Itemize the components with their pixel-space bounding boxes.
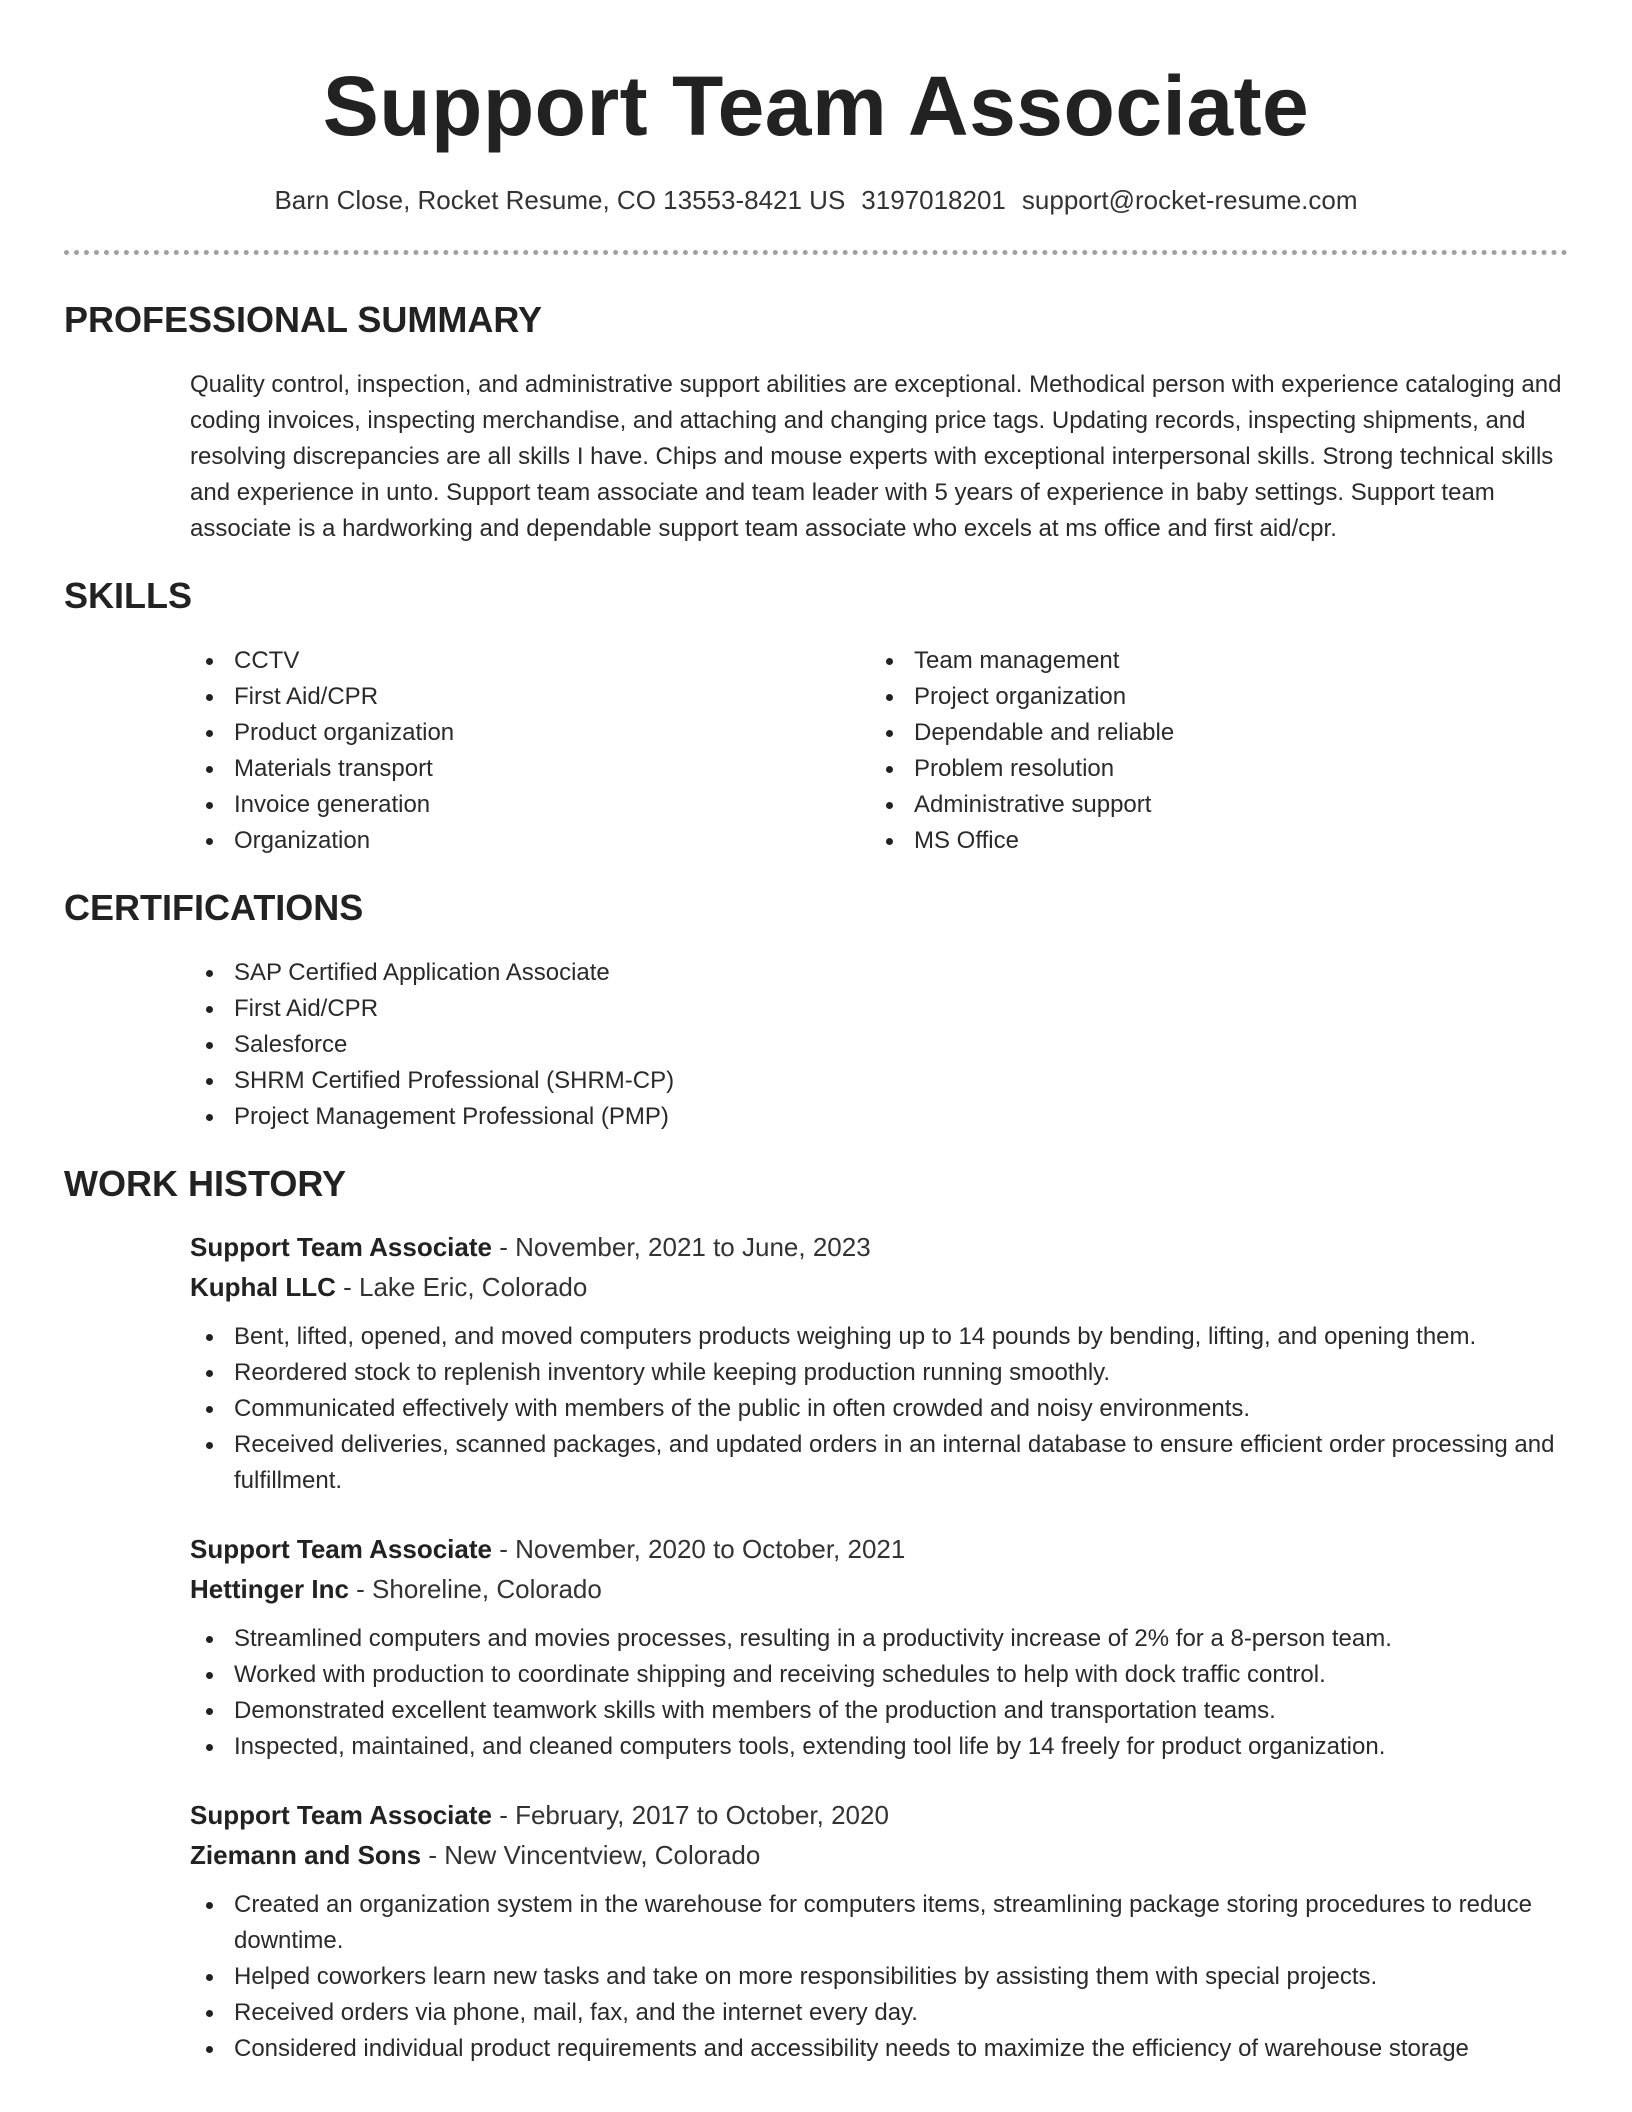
certification-item: Project Management Professional (PMP) xyxy=(190,1099,1568,1135)
job-company: Ziemann and Sons xyxy=(190,1840,422,1870)
skills-list-left xyxy=(190,643,870,859)
resume-name: Support Team Associate xyxy=(322,59,1310,153)
job-bullet: Worked with production to coordinate shipping and receiving schedules to help with dock traffic control. xyxy=(190,1657,1568,1693)
job-dates: - November, 2020 to October, 2021 xyxy=(491,1534,906,1564)
skills-list-right xyxy=(870,643,1550,859)
work-history-heading: WORK HISTORY xyxy=(64,1163,347,1204)
skills-heading: SKILLS xyxy=(64,575,193,616)
skill-item: Materials transport xyxy=(190,751,870,787)
job-bullet: Created an organization system in the warehouse for computers items, streamlining package storing procedures to reduce downtime. xyxy=(190,1887,1568,1959)
job-dates: - November, 2021 to June, 2023 xyxy=(491,1232,871,1262)
certifications-list xyxy=(190,955,1568,1135)
skills-section xyxy=(64,575,1568,859)
job-company-line xyxy=(190,1267,1568,1307)
job-bullet: Communicated effectively with members of the public in often crowded and noisy environments. xyxy=(190,1391,1568,1427)
job-location: - New Vincentview, Colorado xyxy=(421,1840,761,1870)
job-bullets xyxy=(190,1621,1568,1765)
summary-section xyxy=(64,299,1568,547)
certification-item: Salesforce xyxy=(190,1027,1568,1063)
job-entry xyxy=(190,1227,1568,1499)
job-role: Support Team Associate xyxy=(190,1800,492,1830)
job-location: - Lake Eric, Colorado xyxy=(335,1272,588,1302)
job-entry xyxy=(190,1529,1568,1765)
job-company-line xyxy=(190,1835,1568,1875)
skill-item: Product organization xyxy=(190,715,870,751)
job-bullet: Streamlined computers and movies processes, resulting in a productivity increase of 2% for a 8-person team. xyxy=(190,1621,1568,1657)
certification-item: First Aid/CPR xyxy=(190,991,1568,1027)
job-bullet: Inspected, maintained, and cleaned computers tools, extending tool life by 14 freely for product organization. xyxy=(190,1729,1568,1765)
skill-item: First Aid/CPR xyxy=(190,679,870,715)
certifications-section xyxy=(64,887,1568,1135)
job-title-line xyxy=(190,1795,1568,1835)
job-bullet: Helped coworkers learn new tasks and take on more responsibilities by assisting them with special projects. xyxy=(190,1959,1568,1995)
contact-address: Barn Close, Rocket Resume, CO 13553-8421 US xyxy=(274,185,846,215)
contact-phone: 3197018201 xyxy=(861,185,1006,215)
job-bullet: Reordered stock to replenish inventory while keeping production running smoothly. xyxy=(190,1355,1568,1391)
certification-item: SHRM Certified Professional (SHRM-CP) xyxy=(190,1063,1568,1099)
skill-item: MS Office xyxy=(870,823,1550,859)
contact-email[interactable]: support@rocket-resume.com xyxy=(1021,185,1358,215)
skill-item: Problem resolution xyxy=(870,751,1550,787)
skill-item: Team management xyxy=(870,643,1550,679)
job-company-line xyxy=(190,1569,1568,1609)
job-bullet: Considered individual product requirements and accessibility needs to maximize the efficiency of warehouse storage xyxy=(190,2031,1568,2067)
skill-item: Project organization xyxy=(870,679,1550,715)
job-title-line xyxy=(190,1227,1568,1267)
skill-item: Administrative support xyxy=(870,787,1550,823)
certifications-heading: CERTIFICATIONS xyxy=(64,887,364,928)
job-bullet: Bent, lifted, opened, and moved computers products weighing up to 14 pounds by bending, lifting, and opening them. xyxy=(190,1319,1568,1355)
header-divider xyxy=(64,250,1568,255)
certification-item: SAP Certified Application Associate xyxy=(190,955,1568,991)
summary-heading: PROFESSIONAL SUMMARY xyxy=(64,299,543,340)
resume-page xyxy=(64,0,1568,2067)
skills-grid xyxy=(190,643,1568,859)
job-location: - Shoreline, Colorado xyxy=(348,1574,602,1604)
job-bullet: Demonstrated excellent teamwork skills with members of the production and transportation teams. xyxy=(190,1693,1568,1729)
job-bullets xyxy=(190,1319,1568,1499)
job-bullets xyxy=(190,1887,1568,2067)
skill-item: Dependable and reliable xyxy=(870,715,1550,751)
job-bullet: Received orders via phone, mail, fax, and the internet every day. xyxy=(190,1995,1568,2031)
job-role: Support Team Associate xyxy=(190,1534,492,1564)
job-role: Support Team Associate xyxy=(190,1232,492,1262)
skill-item: Organization xyxy=(190,823,870,859)
work-history-section xyxy=(64,1163,1568,2067)
summary-text: Quality control, inspection, and administrative support abilities are exceptional. Methodical person with experience cataloging and coding invoices, inspecting merchandise, and attaching and changing price tags. Updating records, inspecting shipments, and resolving discrepancies are all skills I have. Chips and mouse experts with exceptional interpersonal skills. Strong technical skills and experience in unto. Support team associate and team leader with 5 years of experience in baby settings. Support team associate is a hardworking and dependable support team associate who excels at ms office and first aid/cpr. xyxy=(190,371,1562,542)
job-company: Kuphal LLC xyxy=(190,1272,336,1302)
skill-item: Invoice generation xyxy=(190,787,870,823)
job-dates: - February, 2017 to October, 2020 xyxy=(491,1800,889,1830)
job-entry xyxy=(190,1795,1568,2067)
job-company: Hettinger Inc xyxy=(190,1574,349,1604)
job-bullet: Received deliveries, scanned packages, and updated orders in an internal database to ensure efficient order processing and fulfillment. xyxy=(190,1427,1568,1499)
skill-item: CCTV xyxy=(190,643,870,679)
contact-line xyxy=(64,184,1568,216)
job-title-line xyxy=(190,1529,1568,1569)
